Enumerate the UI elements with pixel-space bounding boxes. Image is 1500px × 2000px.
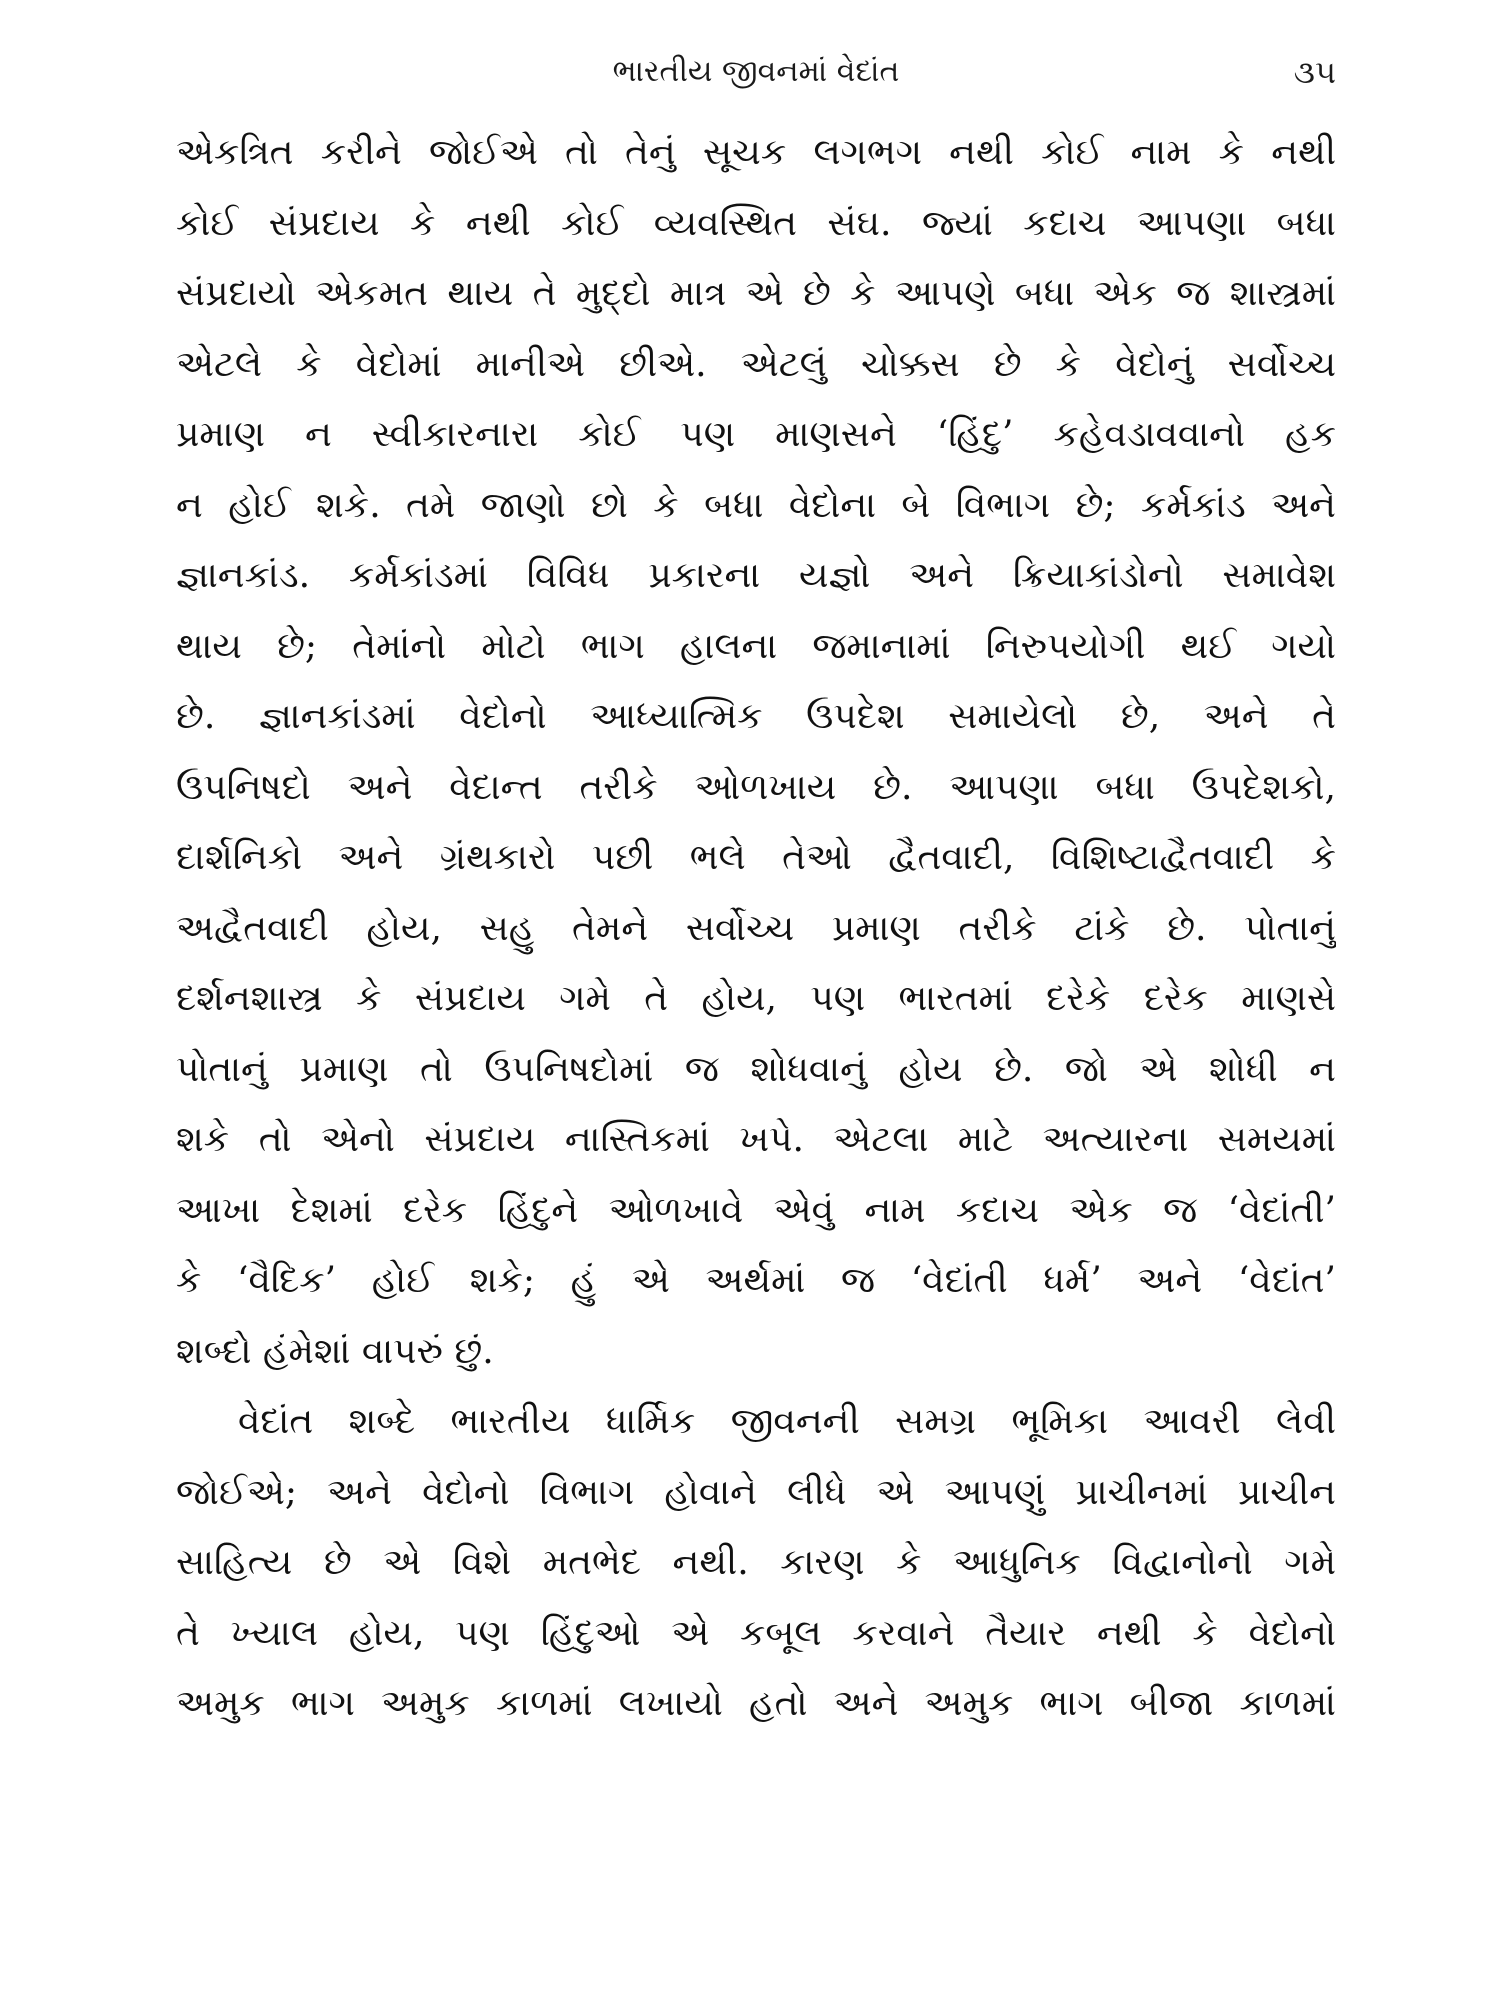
text-line: જોઈએ; અને વેદોનો વિભાગ હોવાને લીધે એ આપણું પ્રાચીનમાં પ્રાચીન [176,1471,1336,1513]
text-line: એકત્રિત કરીને જોઈએ તો તેનું સૂચક લગભગ નથી કોઈ નામ કે નથી [176,132,1336,173]
page-number: ૩૫ [1293,53,1336,91]
text-line: ન હોઈ શકે. તમે જાણો છો કે બધા વેદોના બે વિભાગ છે; કર્મકાંડ અને [176,484,1336,526]
paragraph-2 [176,1387,1336,1740]
text-line: વેદાંત શબ્દે ભારતીય ધાર્મિક જીવનની સમગ્ર ભૂમિકા આવરી લેવી [238,1401,1336,1442]
text-line: પોતાનું પ્રમાણ તો ઉપનિષદોમાં જ શોધવાનું હોય છે. જો એ શોધી ન [176,1048,1336,1090]
text-line: કોઈ સંપ્રદાય કે નથી કોઈ વ્યવસ્થિત સંઘ. જ્યાં કદાચ આપણા બધા [176,202,1336,244]
text-line: અદ્વૈતવાદી હોય, સહુ તેમને સર્વોચ્ચ પ્રમાણ તરીકે ટાંકે છે. પોતાનું [176,907,1336,949]
text-line: દર્શનશાસ્ત્ર કે સંપ્રદાય ગમે તે હોય, પણ ભારતમાં દરેકે દરેક માણસે [176,978,1336,1019]
text-line: સંપ્રદાયો એકમત થાય તે મુદ્દો માત્ર એ છે કે આપણે બધા એક જ શાસ્ત્રમાં [176,273,1336,314]
text-line: દાર્શનિકો અને ગ્રંથકારો પછી ભલે તેઓ દ્વૈતવાદી, વિશિષ્ટાદ્વૈતવાદી કે [176,837,1336,878]
text-line: શબ્દો હંમેશાં વાપરું છું. [176,1330,494,1372]
text-line: કે ‘વૈદિક’ હોઈ શકે; હું એ અર્થમાં જ ‘વેદાંતી ધર્મ’ અને ‘વેદાંત’ [176,1260,1336,1301]
text-line: આખા દેશમાં દરેક હિંદુને ઓળખાવે એવું નામ કદાચ એક જ ‘વેદાંતી’ [176,1189,1336,1231]
text-line: પ્રમાણ ન સ્વીકારનારા કોઈ પણ માણસને ‘હિંદુ’ કહેવડાવવાનો હક [176,414,1336,455]
text-line: છે. જ્ઞાનકાંડમાં વેદોનો આધ્યાત્મિક ઉપદેશ સમાયેલો છે, અને તે [176,696,1336,737]
text-line: અમુક ભાગ અમુક કાળમાં લખાયો હતો અને અમુક ભાગ બીજા કાળમાં [176,1683,1336,1724]
text-line: શકે તો એનો સંપ્રદાય નાસ્તિકમાં ખપે. એટલા માટે અત્યારના સમયમાં [176,1119,1336,1160]
text-line: જ્ઞાનકાંડ. કર્મકાંડમાં વિવિધ પ્રકારના યજ્ઞો અને ક્રિયાકાંડોનો સમાવેશ [176,555,1336,596]
running-header-title: ભારતીય જીવનમાં વેદાંત [612,54,900,89]
text-line: એટલે કે વેદોમાં માનીએ છીએ. એટલું ચોક્કસ છે કે વેદોનું સર્વોચ્ચ [176,343,1336,385]
running-header [176,44,1336,104]
text-line: થાય છે; તેમાંનો મોટો ભાગ હાલના જમાનામાં નિરુપયોગી થઈ ગયો [176,625,1336,667]
body-text [176,118,1336,1740]
paragraph-1 [176,118,1336,1387]
text-line: ઉપનિષદો અને વેદાન્ત તરીકે ઓળખાય છે. આપણા બધા ઉપદેશકો, [176,766,1336,808]
text-line: સાહિત્ય છે એ વિશે મતભેદ નથી. કારણ કે આધુનિક વિદ્વાનોનો ગમે [176,1542,1336,1583]
text-line: તે ખ્યાલ હોય, પણ હિંદુઓ એ કબૂલ કરવાને તૈયાર નથી કે વેદોનો [176,1612,1336,1654]
